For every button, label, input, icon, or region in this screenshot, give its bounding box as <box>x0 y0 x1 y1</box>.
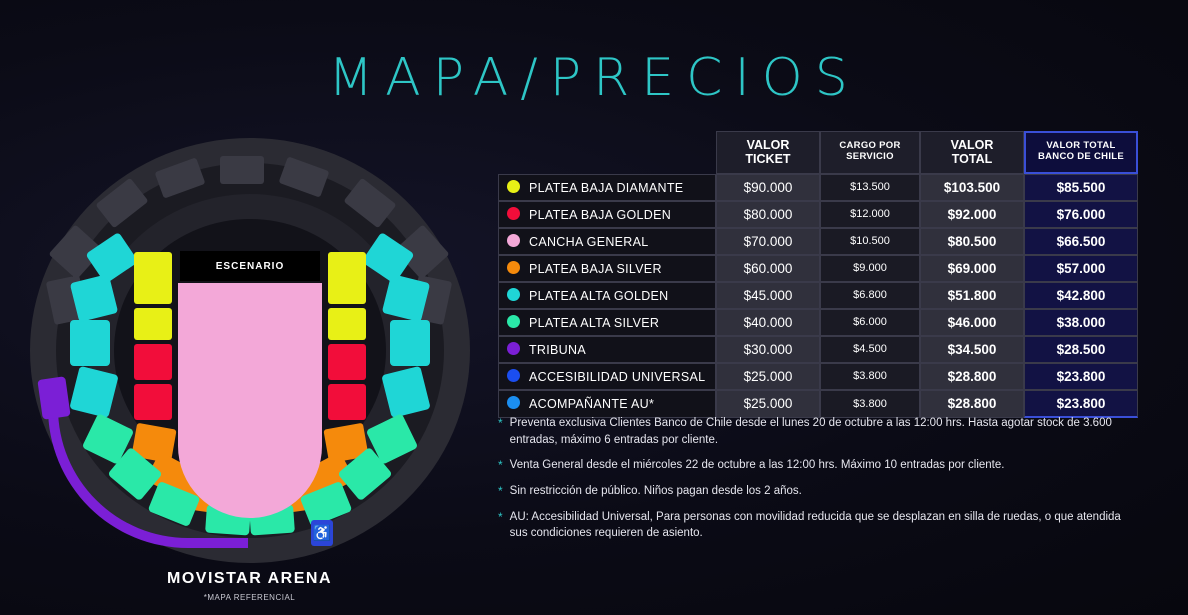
arena-map <box>22 138 477 608</box>
table-header-row <box>498 131 1138 174</box>
note-text: Venta General desde el miércoles 22 de octubre a las 12:00 hrs. Máximo 10 entradas por cliente. <box>509 459 1005 472</box>
zone-platea-baja-golden <box>328 384 366 420</box>
header-line-2: SERVICIO <box>846 151 894 163</box>
note-text: Preventa exclusiva Clientes Banco de Chile desde el lunes 20 de octubre a las 12:00 hrs. Hasta agotar stock de 3.600 entradas, máximo 6 entradas por cliente. <box>509 417 1112 446</box>
bullet-star-icon: * <box>498 509 503 524</box>
row-zone <box>498 228 716 255</box>
row-zone <box>498 336 716 363</box>
header-line-1: CARGO POR <box>839 140 901 152</box>
arena-graphic <box>30 138 470 563</box>
row-bank: $85.500 <box>1024 174 1138 201</box>
bullet-star-icon: * <box>498 458 503 473</box>
row-bank: $23.800 <box>1024 390 1138 418</box>
venue-note: *MAPA REFERENCIAL <box>203 593 296 602</box>
header-line-1: VALOR <box>746 138 790 152</box>
row-total: $46.000 <box>920 309 1024 336</box>
row-total: $80.500 <box>920 228 1024 255</box>
row-bank: $57.000 <box>1024 255 1138 282</box>
zone-label: PLATEA ALTA GOLDEN <box>529 288 669 303</box>
row-fee: $10.500 <box>820 228 920 255</box>
price-table <box>498 131 1138 418</box>
zone-label: PLATEA BAJA GOLDEN <box>529 207 672 222</box>
price-table-wrap <box>498 131 1138 418</box>
table-row <box>498 174 1138 201</box>
header-line-2: BANCO DE CHILE <box>1037 151 1124 163</box>
row-bank: $66.500 <box>1024 228 1138 255</box>
zone-color-dot <box>507 315 520 328</box>
row-total: $28.800 <box>920 363 1024 390</box>
row-total: $69.000 <box>920 255 1024 282</box>
row-ticket: $30.000 <box>716 336 820 363</box>
note-item <box>498 483 1123 500</box>
row-zone <box>498 363 716 390</box>
row-zone <box>498 390 716 418</box>
table-row <box>498 309 1138 336</box>
note-item <box>498 509 1123 542</box>
header-line-1: VALOR TOTAL <box>1046 140 1116 152</box>
note-text: AU: Accesibilidad Universal, Para personas con movilidad reducida que se desplazan en silla de ruedas, o que atendida sus condiciones requieren de asiento. <box>509 510 1121 540</box>
zone-label: TRIBUNA <box>529 342 586 357</box>
row-bank: $76.000 <box>1024 201 1138 228</box>
row-fee: $3.800 <box>820 390 920 418</box>
note-text: Sin restricción de público. Niños pagan desde los 2 años. <box>509 485 802 498</box>
table-row <box>498 363 1138 390</box>
row-total: $92.000 <box>920 201 1024 228</box>
row-zone <box>498 282 716 309</box>
note-item <box>498 457 1123 474</box>
zone-color-dot <box>507 180 520 193</box>
table-row <box>498 282 1138 309</box>
table-body <box>498 174 1138 418</box>
row-zone <box>498 309 716 336</box>
row-zone <box>498 201 716 228</box>
stage-label: ESCENARIO <box>180 251 320 281</box>
zone-label: PLATEA ALTA SILVER <box>529 315 660 330</box>
zone-color-dot <box>507 369 520 382</box>
note-item <box>498 415 1123 448</box>
header-banco-de-chile <box>1024 131 1138 174</box>
zone-label: PLATEA BAJA SILVER <box>529 261 662 276</box>
header-line-1: VALOR <box>950 138 994 152</box>
zone-color-dot <box>507 207 520 220</box>
bullet-star-icon: * <box>498 416 503 430</box>
section-block <box>220 156 264 184</box>
zone-color-dot <box>507 342 520 355</box>
zone-tribuna <box>37 376 70 420</box>
row-ticket: $25.000 <box>716 363 820 390</box>
row-total: $34.500 <box>920 336 1024 363</box>
page-title: MAPA/PRECIOS <box>328 48 860 108</box>
wheelchair-icon: ♿ <box>311 520 333 546</box>
header-valor-total <box>920 131 1024 174</box>
zone-color-dot <box>507 261 520 274</box>
table-row <box>498 255 1138 282</box>
zone-color-dot <box>507 234 520 247</box>
row-ticket: $90.000 <box>716 174 820 201</box>
header-line-2: TOTAL <box>951 152 993 167</box>
row-ticket: $45.000 <box>716 282 820 309</box>
row-bank: $23.800 <box>1024 363 1138 390</box>
header-valor-ticket <box>716 131 820 174</box>
zone-platea-baja-diamante <box>134 252 172 304</box>
zone-platea-baja-diamante <box>134 308 172 340</box>
row-zone <box>498 255 716 282</box>
row-ticket: $25.000 <box>716 390 820 418</box>
zone-cancha-general <box>178 283 322 518</box>
zone-label: CANCHA GENERAL <box>529 234 649 249</box>
row-ticket: $80.000 <box>716 201 820 228</box>
row-total: $51.800 <box>920 282 1024 309</box>
table-row <box>498 201 1138 228</box>
row-total: $28.800 <box>920 390 1024 418</box>
zone-color-dot <box>507 288 520 301</box>
row-ticket: $60.000 <box>716 255 820 282</box>
zone-platea-alta-golden <box>390 320 430 366</box>
header-cargo-servicio <box>820 131 920 174</box>
zone-platea-baja-diamante <box>328 252 366 304</box>
row-bank: $28.500 <box>1024 336 1138 363</box>
zone-label: ACOMPAÑANTE AU* <box>529 397 655 412</box>
table-row <box>498 336 1138 363</box>
row-fee: $6.800 <box>820 282 920 309</box>
row-total: $103.500 <box>920 174 1024 201</box>
row-fee: $13.500 <box>820 174 920 201</box>
zone-platea-baja-golden <box>134 344 172 380</box>
zone-label: PLATEA BAJA DIAMANTE <box>529 180 684 195</box>
row-fee: $3.800 <box>820 363 920 390</box>
zone-platea-baja-golden <box>328 344 366 380</box>
row-zone <box>498 174 716 201</box>
bullet-star-icon: * <box>498 484 503 499</box>
notes-list <box>498 415 1123 551</box>
zone-platea-baja-diamante <box>328 308 366 340</box>
header-zone <box>498 131 716 174</box>
table-row <box>498 390 1138 418</box>
table-row <box>498 228 1138 255</box>
row-ticket: $70.000 <box>716 228 820 255</box>
row-bank: $38.000 <box>1024 309 1138 336</box>
header-line-2: TICKET <box>745 152 791 167</box>
row-fee: $9.000 <box>820 255 920 282</box>
row-fee: $12.000 <box>820 201 920 228</box>
row-fee: $4.500 <box>820 336 920 363</box>
row-ticket: $40.000 <box>716 309 820 336</box>
zone-platea-alta-golden <box>70 320 110 366</box>
venue-name: MOVISTAR ARENA <box>167 570 332 587</box>
zone-label: ACCESIBILIDAD UNIVERSAL <box>529 369 706 384</box>
zone-color-dot <box>507 396 520 409</box>
row-fee: $6.000 <box>820 309 920 336</box>
row-bank: $42.800 <box>1024 282 1138 309</box>
